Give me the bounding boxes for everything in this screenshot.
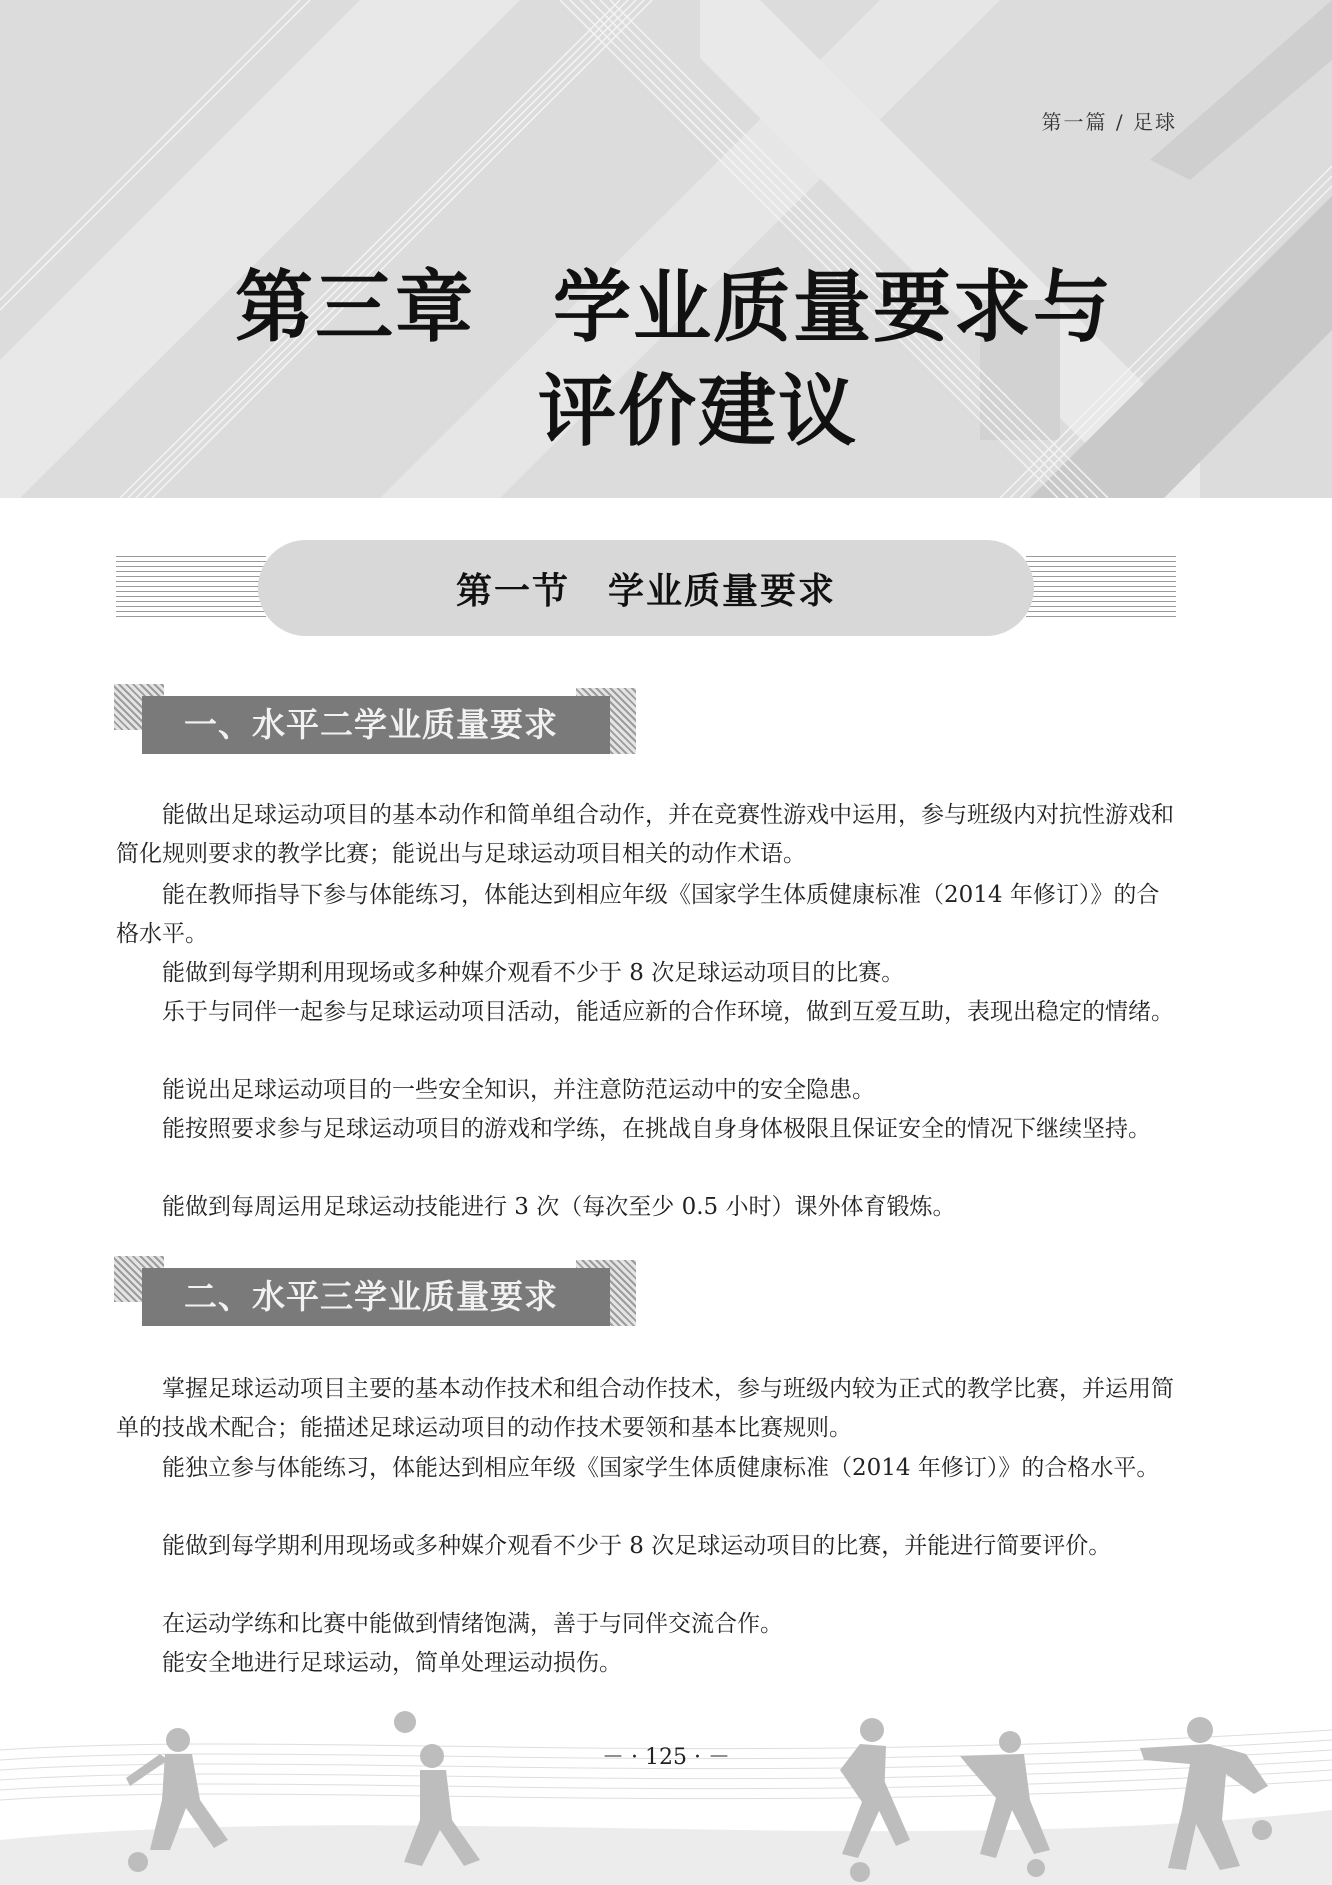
subsection-heading-label: 二、水平三学业质量要求 <box>184 1277 558 1316</box>
paragraph: 能做到每学期利用现场或多种媒介观看不少于 8 次足球运动项目的比赛。 <box>162 960 905 986</box>
paragraph: 在运动学练和比赛中能做到情绪饱满，善于与同伴交流合作。 <box>162 1611 783 1637</box>
page-number: － · 125 · － <box>602 1745 730 1770</box>
chapter-title-line2: 评价建议 <box>538 366 859 457</box>
paragraph: 能按照要求参与足球运动项目的游戏和学练，在挑战自身身体极限且保证安全的情况下继续坚持。 <box>162 1116 1151 1142</box>
running-header: 第一篇 / 足球 <box>1041 110 1177 134</box>
subsection-heading-1 <box>114 684 634 768</box>
section-stripes-right <box>1026 556 1176 620</box>
soccer-players-silhouettes-icon <box>0 1690 1332 1885</box>
paragraph: 能说出足球运动项目的一些安全知识，并注意防范运动中的安全隐患。 <box>162 1077 875 1103</box>
subsection-heading-label: 一、水平二学业质量要求 <box>184 705 558 744</box>
footer-decoration <box>0 1690 1332 1885</box>
chapter-banner <box>0 0 1332 498</box>
paragraph: 能做到每学期利用现场或多种媒介观看不少于 8 次足球运动项目的比赛，并能进行简要评价。 <box>162 1533 1112 1559</box>
paragraph: 能在教师指导下参与体能练习，体能达到相应年级《国家学生体质健康标准（2014 年修订）》的合格水平。 <box>116 882 1160 947</box>
chapter-title-line1: 学业质量要求与 <box>553 262 1114 353</box>
paragraph: 掌握足球运动项目主要的基本动作技术和组合动作技术，参与班级内较为正式的教学比赛，并运用简单的技战术配合；能描述足球运动项目的动作技术要领和基本比赛规则。 <box>116 1376 1174 1441</box>
paragraph: 能独立参与体能练习，体能达到相应年级《国家学生体质健康标准（2014 年修订）》的合格水平。 <box>162 1455 1160 1481</box>
section-title-bar <box>116 540 1176 636</box>
chapter-number: 第三章 <box>235 262 476 353</box>
subsection-heading-2 <box>114 1256 634 1340</box>
paragraph: 能安全地进行足球运动，简单处理运动损伤。 <box>162 1650 622 1676</box>
section-title-pill <box>258 540 1034 636</box>
paragraph: 乐于与同伴一起参与足球运动项目活动，能适应新的合作环境，做到互爱互助，表现出稳定的情绪。 <box>162 999 1174 1025</box>
paragraph: 能做到每周运用足球运动技能进行 3 次（每次至少 0.5 小时）课外体育锻炼。 <box>162 1194 956 1220</box>
section-title: 第一节 学业质量要求 <box>455 569 836 612</box>
paragraph: 能做出足球运动项目的基本动作和简单组合动作，并在竞赛性游戏中运用，参与班级内对抗性游戏和简化规则要求的教学比赛；能说出与足球运动项目相关的动作术语。 <box>116 802 1174 867</box>
section-stripes-left <box>116 556 266 620</box>
